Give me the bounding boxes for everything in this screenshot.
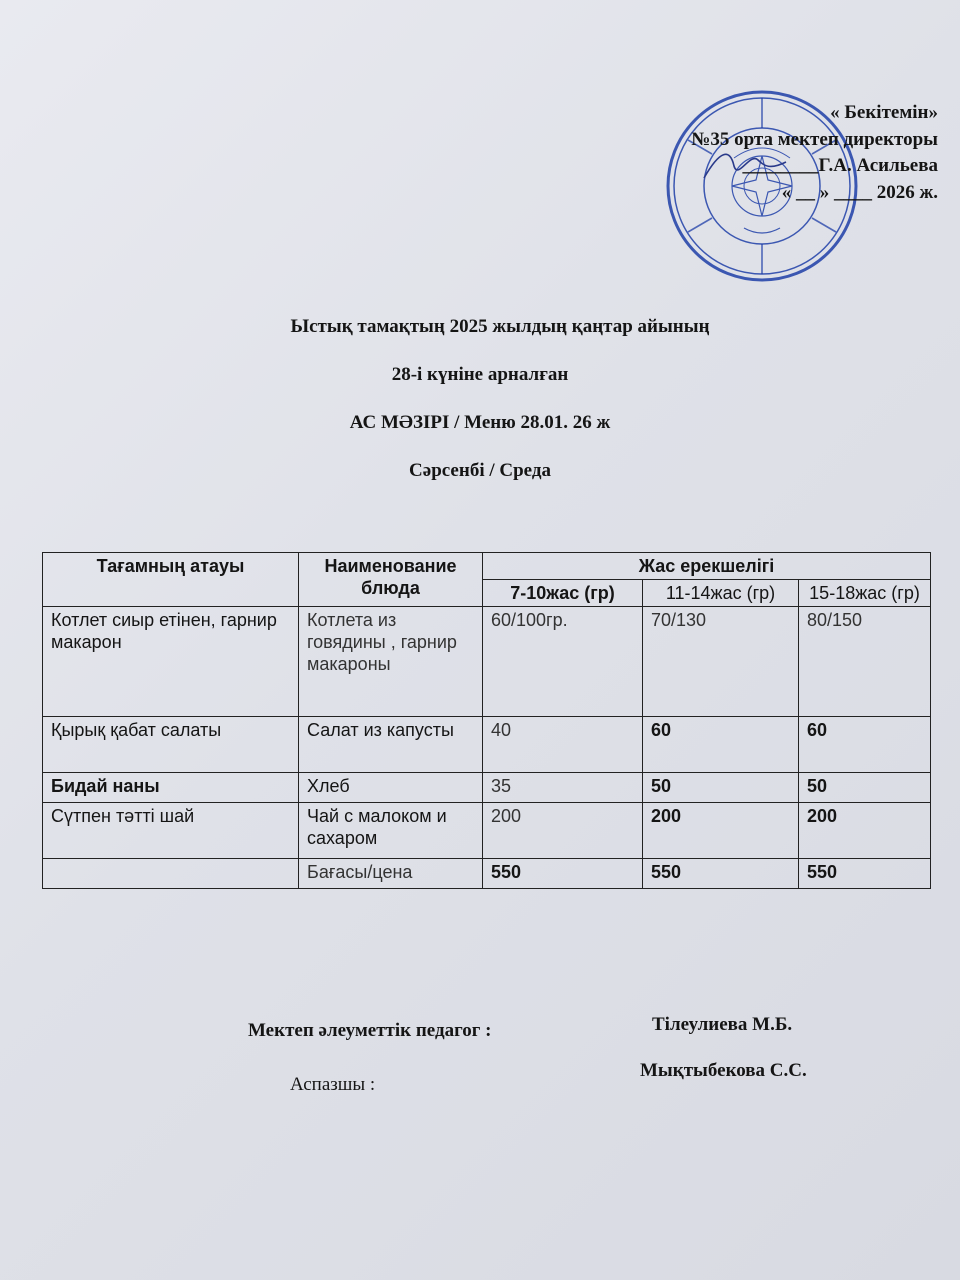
table-row-price	[43, 859, 931, 889]
header-age-15-18: 15-18жас (гр)	[799, 580, 931, 607]
cell-age1: 40	[483, 717, 643, 773]
cell-age3: 50	[799, 773, 931, 803]
header-age-7-10: 7-10жас (гр)	[483, 580, 643, 607]
header-age-11-14: 11-14жас (гр)	[643, 580, 799, 607]
cell-dish-kz: Сүтпен тәтті шай	[43, 803, 299, 859]
header-name-kz: Тағамның атауы	[43, 553, 299, 607]
cell-age2: 550	[643, 859, 799, 889]
pedagog-name: Тілеулиева М.Б.	[652, 1014, 793, 1035]
cook-label: Аспазшы :	[290, 1074, 376, 1095]
cell-age1: 550	[483, 859, 643, 889]
cell-age1: 200	[483, 803, 643, 859]
cell-dish-kz: Котлет сиыр етінен, гарнир макарон	[43, 607, 299, 717]
cell-age2: 50	[643, 773, 799, 803]
cell-age1: 60/100гр.	[483, 607, 643, 717]
cell-dish-kz	[43, 859, 299, 889]
cell-age3: 550	[799, 859, 931, 889]
cell-age2: 200	[643, 803, 799, 859]
table-row	[43, 607, 931, 717]
cell-dish-ru: Салат из капусты	[299, 717, 483, 773]
director-signature	[700, 140, 790, 190]
cell-dish-ru: Хлеб	[299, 773, 483, 803]
approval-director-name: ________Г.А. Асильева	[742, 155, 938, 176]
table-row	[43, 773, 931, 803]
approval-heading: « Бекітемін»	[830, 102, 938, 123]
cell-dish-ru: Котлета из говядины , гарнир макароны	[299, 607, 483, 717]
cell-age2: 60	[643, 717, 799, 773]
cook-name: Мықтыбекова С.С.	[640, 1060, 807, 1081]
cell-dish-kz: Қырық қабат салаты	[43, 717, 299, 773]
cell-age3: 200	[799, 803, 931, 859]
menu-table	[42, 552, 931, 889]
approval-date: « __ » ____ 2026 ж.	[781, 181, 938, 203]
cell-dish-ru: Чай с малоком и сахаром	[299, 803, 483, 859]
cell-age2: 70/130	[643, 607, 799, 717]
approval-director-title: №35 орта мектеп директоры	[691, 128, 938, 150]
cell-age3: 60	[799, 717, 931, 773]
pedagog-label: Мектеп әлеуметтік педагог :	[248, 1020, 492, 1041]
title-line-4: Сәрсенбі / Среда	[409, 460, 551, 481]
header-name-ru: Наименование блюда	[299, 553, 483, 607]
table-header-row	[43, 553, 931, 580]
cell-age3: 80/150	[799, 607, 931, 717]
title-line-2: 28-і күніне арналған	[391, 364, 569, 385]
menu-title-block	[0, 310, 960, 502]
title-line-3: АС МӘЗІРІ / Меню 28.01. 26 ж	[349, 412, 611, 433]
table-row	[43, 803, 931, 859]
header-age-group: Жас ерекшелігі	[483, 553, 931, 580]
cell-age1: 35	[483, 773, 643, 803]
table-row	[43, 717, 931, 773]
cell-dish-kz: Бидай наны	[43, 773, 299, 803]
title-line-1: Ыстық тамақтың 2025 жылдың қаңтар айының	[290, 316, 710, 337]
cell-price-label: Бағасы/цена	[299, 859, 483, 889]
